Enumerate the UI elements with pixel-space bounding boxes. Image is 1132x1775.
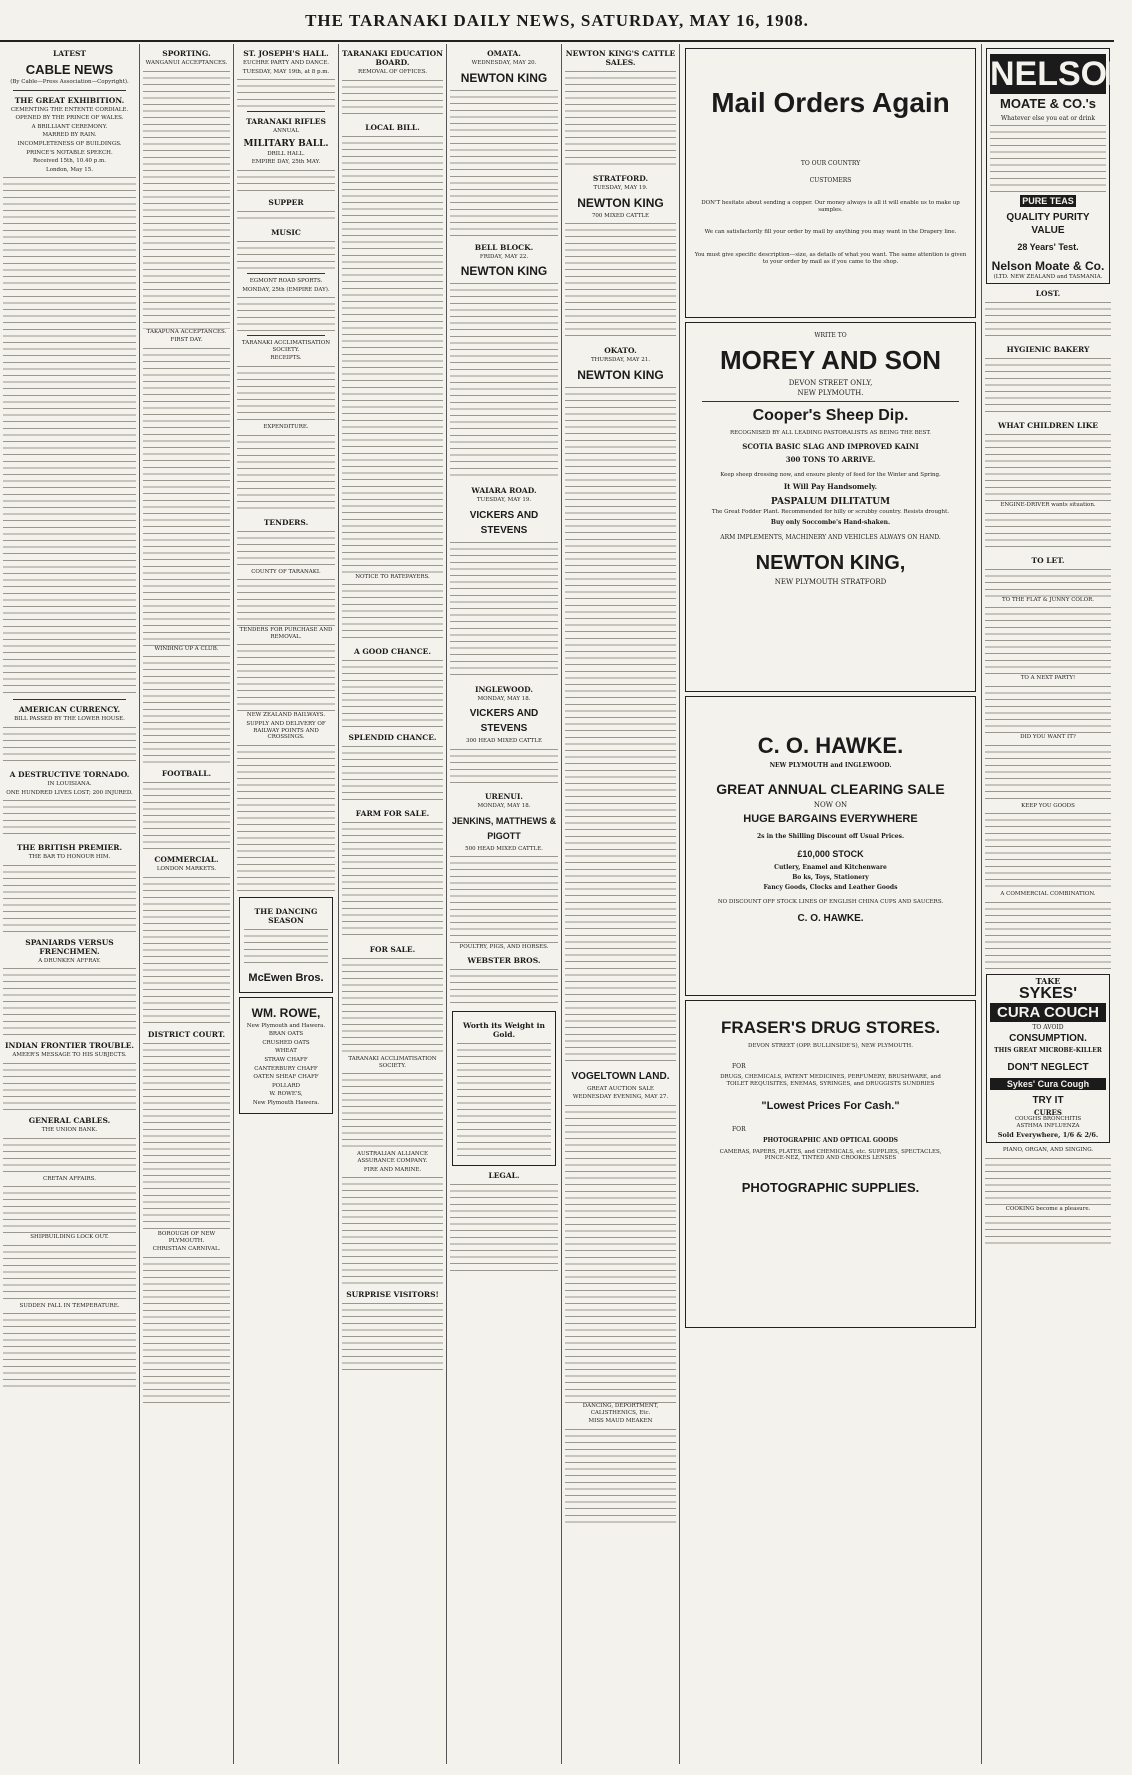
inglewood: INGLEWOOD. [474,684,534,694]
years-test: 28 Years' Test. [1017,241,1079,252]
engine-driver: ENGINE-DRIVER wants situation. [1000,502,1096,509]
military-ball: MILITARY BALL. [243,138,329,149]
cable-news-heading: CABLE NEWS [25,62,114,77]
masthead-title: THE TARANAKI DAILY NEWS, SATURDAY, MAY 16, 1908. [305,11,809,30]
nelson-location: (LTD. NEW ZEALAND and TASMANIA. [993,273,1103,280]
urenui-date: MONDAY, MAY 18. [477,802,531,809]
toys: Bo ks, Toys, Stationery [792,873,869,881]
rowes-sig-sub: New Plymouth Hawera. [252,1100,320,1107]
fancy-goods: Fancy Goods, Clocks and Leather Goods [763,883,898,891]
mixed-cattle-700: 700 MIXED CATTLE [591,212,650,219]
morey-and-son: MOREY AND SON [719,344,942,375]
temperature: SUDDEN FALL IN TEMPERATURE. [19,1302,120,1309]
cable-credit: (By Cable—Press Association—Copyright). [10,79,129,85]
exhibition-sub-5: INCOMPLETENESS OF BUILDINGS. [17,140,122,147]
shipbuilding: SHIPBUILDING LOCK OUT. [30,1234,109,1241]
canterbury-chaff: CANTERBURY CHAFF [254,1065,318,1072]
dancing-season: THE DANCING SEASON [254,906,318,925]
moate-title: MOATE & CO.'s [999,96,1097,111]
column-right-ads [982,44,1132,1764]
bell-block: BELL BLOCK. [474,242,534,252]
cures: CURES [1034,1107,1062,1117]
sykes-ad [986,974,1110,1143]
exhibition-sub-6: PRINCE'S NOTABLE SPEECH. [26,149,113,156]
sheep-dressing: Keep sheep dressing now, and ensure plenty of feed for the Winter and Spring. [720,471,941,478]
coopers-dip: Cooper's Sheep Dip. [752,406,909,424]
basic-slag: SCOTIA BASIC SLAG AND IMPROVED KAINI [742,442,919,452]
received-line: Received 15th, 10.40 p.m. [32,158,107,165]
for-sale: FOR SALE. [369,945,416,955]
dont-neglect: DON'T NEGLECT [1007,1061,1089,1073]
american-heading: AMERICAN CURRENCY. [18,705,121,715]
annual: ANNUAL [273,128,299,135]
local-bill: LOCAL BILL. [365,122,420,132]
egmont-sports: EGMONT ROAD SPORTS. [249,277,323,284]
education-board: TARANAKI EDUCATION BOARD. [342,49,443,67]
cooking: COOKING become a pleasure. [1005,1205,1091,1212]
newton-king-big: NEWTON KING, [755,552,906,575]
waiara-date: TUESDAY, MAY 19. [476,497,532,504]
column-education [339,44,447,1764]
legal: LEGAL. [488,1170,520,1180]
consumption: CONSUMPTION. [1009,1032,1087,1044]
drugs-list: DRUGS, CHEMICALS, PATENT MEDICINES, PERFUMERY, BRUSHWARE, and TOILET REQUISITES, ENEMAS, SYRINGES, and DRUGGISTS SUNDRIES [720,1074,941,1087]
masthead [0,0,1114,42]
commercial-combination: A COMMERCIAL COMBINATION. [1000,891,1096,898]
exhibition-heading: THE GREAT EXHIBITION. [14,95,125,105]
expenditure: EXPENDITURE. [263,423,309,430]
photo-for: FOR [732,1126,746,1134]
lowest-prices: "Lowest Prices For Cash." [761,1100,900,1113]
fire-marine: FIRE AND MARINE. [363,1166,422,1173]
frontier-sub: AMEER'S MESSAGE TO HIS SUBJECTS. [12,1052,127,1059]
tea-notice: TO THE FLAT & JUNNY COLOR. [1002,596,1094,603]
tornado-sub: IN LOUISIANA. [47,780,92,787]
spaniards-sub: A DRUNKEN AFFRAY. [38,957,101,964]
country-label: TO OUR COUNTRY [800,160,861,167]
newton-king-bell-block: NEWTON KING [460,264,548,279]
cretan-affairs: CRETAN AFFAIRS. [43,1175,96,1182]
exhibition-sub-2: OPENED BY THE PRINCE OF WALES. [15,115,124,122]
newton-cattle-sales: NEWTON KING'S CATTLE SALES. [565,49,676,67]
tornado-sub-2: ONE HUNDRED LIVES LOST; 200 INJURED. [6,789,133,796]
sykes-cura-cough: Sykes' Cura Cough [990,1078,1106,1090]
cutlery: Cutlery, Enamel and Kitchenware [774,864,887,872]
whatever-line: Whatever else you eat or drink [1000,115,1096,122]
surprise-visitors: SURPRISE VISITORS! [346,1290,439,1300]
borough: BOROUGH OF NEW PLYMOUTH. [157,1230,216,1244]
morey-location: NEW PLYMOUTH. [797,389,864,398]
stratford: STRATFORD. [592,174,649,183]
mail-orders-ad [685,48,976,318]
exhibition-sub: CEMENTING THE ENTENTE CORDIALE. [10,106,129,113]
removal: REMOVAL OF OFFICES. [357,69,428,75]
fraser-ad [685,1000,976,1328]
farm-for-sale: FARM FOR SALE. [355,809,430,819]
australian-alliance: AUSTRALIAN ALLIANCE ASSURANCE COMPANY. [357,1151,428,1164]
write-to: WRITE TO [814,332,847,339]
dateline: London, May 15. [46,166,93,173]
rowe-title: WM. ROWE, [251,1005,321,1020]
column-cattle-sales [562,44,680,1764]
miss-maud-meaken: MISS MAUD MEAKEN [588,1418,653,1425]
now-on: NOW ON [813,800,848,809]
acclimatisation: TARANAKI ACCLIMATISATION SOCIETY. [241,340,331,353]
egmont-date: MONDAY, 25th (EMPIRE DAY). [242,286,330,293]
vickers-stevens-2: VICKERS AND STEVENS [469,708,539,735]
hawke-title: C. O. HAWKE. [757,733,904,758]
nelson-moate: Nelson Moate & Co. [991,258,1105,273]
splendid-chance: SPLENDID CHANCE. [348,733,437,743]
to-avoid: TO AVOID [1032,1024,1064,1032]
coughs: COUGHS BRONCHITIS [1014,1116,1082,1123]
euchre-date: TUESDAY, MAY 19th, at 8 p.m. [242,68,330,75]
straw-chaff: STRAW CHAFF [264,1057,308,1064]
head-cattle: 500 HEAD MIXED CATTLE. [465,845,543,852]
worth-gold-ad [452,1011,556,1166]
waiara-road: WAIARA ROAD. [471,486,537,496]
discount: 2s in the Shilling Discount off Usual Prices. [756,833,905,841]
rifles: TARANAKI RIFLES [246,117,326,127]
premier-sub: THE BAR TO HONOUR HIM. [28,854,111,861]
christian-carnival: CHRISTIAN CARNIVAL. [152,1246,221,1253]
bell-block-date: FRIDAY, MAY 22. [479,253,529,260]
mcewen-bros: McEwen Bros. [248,971,324,984]
fraser-for: FOR [732,1062,746,1070]
mail-orders-title: Mail Orders Again [711,87,950,118]
quality-purity-value: QUALITY PURITY VALUE [1006,211,1090,236]
tenders-purchase: TENDERS FOR PURCHASE AND REMOVAL. [239,627,333,640]
hawke-ad [685,696,976,996]
photo-sub: CAMERAS, PAPERS, PLATES, and CHEMICALS, etc. SUPPLIES, SPECTACLES, PINCE-NEZ, TINTED AND CROOKES LENSES [719,1148,942,1162]
hawke-signature: C. O. HAWKE. [797,912,864,924]
fraser-address: DEVON STREET (OPP. BULLINSIDE'S), NEW PLYMOUTH. [748,1043,913,1049]
london-markets: LONDON MARKETS. [156,866,217,873]
takapuna: TAKAPUNA ACCEPTANCES. [146,328,227,335]
poultry: POULTRY, PIGS, AND HORSES. [459,944,549,951]
inglewood-date: MONDAY, MAY 18. [477,695,531,702]
premier-heading: THE BRITISH PREMIER. [16,843,123,853]
american-sub: BILL PASSED BY THE LOWER HOUSE. [14,716,125,723]
photographic-supplies: PHOTOGRAPHIC SUPPLIES. [741,1179,920,1195]
omata: OMATA. [487,49,521,58]
bran: BRAN OATS [268,1031,304,1038]
paspalum-text: The Great Fodder Plant. Recommended for hilly or scrubby country. Resists drought. [711,509,950,516]
column-cable-news [0,44,140,1764]
general-cables-heading: GENERAL CABLES. [28,1115,111,1125]
latest-label: LATEST [53,49,86,58]
vickers-stevens: VICKERS AND STEVENS [469,509,539,536]
sold-everywhere: Sold Everywhere, 1/6 & 2/6. [997,1131,1099,1140]
newton-king-omata: NEWTON KING [460,70,548,85]
column-notices [234,44,339,1764]
supper: SUPPER [268,197,304,207]
pure-teas: PURE TEAS [1020,195,1076,207]
tenders: TENDERS. [263,517,309,527]
county: COUNTY OF TARANAKI. [251,568,321,575]
great-auction: GREAT AUCTION SALE [587,1085,654,1092]
fraser-title: FRASER'S DRUG STORES. [720,1018,941,1037]
take-label: TAKE [1035,975,1061,986]
devon-street: DEVON STREET ONLY, [788,378,873,387]
dancing-deportment: DANCING, DEPORTMENT, CALISTHENICS, Etc. [582,1402,659,1416]
dancing-ad [239,897,333,993]
drill-hall: DRILL HALL. [267,150,305,157]
paspalum: PASPALUM DILITATUM [770,496,891,507]
pay-handsomely: It Will Pay Handsomely. [783,482,878,492]
buy-only: Buy only Soccombe's Hand-shaken. [770,518,891,526]
morey-ad [685,322,976,692]
huge-bargains: HUGE BARGAINS EVERYWHERE [743,813,918,826]
receipts: RECEIPTS. [270,355,302,362]
column-sporting [140,44,234,1764]
columns [0,44,1132,1764]
try-it: TRY IT [1032,1094,1064,1106]
spaniards-heading: SPANIARDS VERSUS FRENCHMEN. [25,937,114,956]
acclimatisation-2: TARANAKI ACCLIMATISATION SOCIETY. [348,1056,437,1069]
hygienic-bakery: HYGIENIC BAKERY [1006,345,1090,355]
pollard: POLLARD [271,1082,301,1089]
first-day: FIRST DAY. [170,337,203,344]
jenkins-matthews: JENKINS, MATTHEWS & PIGOTT [451,815,557,841]
railway-supply: SUPPLY AND DELIVERY OF RAILWAY POINTS AND CROSSINGS. [246,720,326,741]
column-auctions [447,44,562,1764]
clearing-sale: GREAT ANNUAL CLEARING SALE [716,780,945,797]
worth-gold: Worth its Weight in Gold. [463,1020,545,1039]
exhibition-sub-4: MARRED BY RAIN. [42,132,97,139]
rowe-sub: New Plymouth and Hawera. [246,1022,326,1029]
stratford-date: TUESDAY, MAY 19. [593,185,648,191]
newton-king-okato: NEWTON KING [577,367,664,382]
nz-railways: NEW ZEALAND RAILWAYS. [246,712,326,719]
nelson-title: NELSON [990,55,1132,93]
hawke-location: NEW PLYMOUTH and INGLEWOOD. [769,762,892,769]
photo-goods: PHOTOGRAPHIC AND OPTICAL GOODS [762,1136,898,1144]
okato-date: THURSDAY, MAY 21. [590,357,651,364]
sykes-name: SYKES' [1018,985,1078,1003]
omata-date: WEDNESDAY, MAY 20. [471,60,537,66]
wheat: WHEAT [275,1048,297,1055]
winding-up: WINDING UP A CLUB. [154,645,219,652]
ratepayers: NOTICE TO RATEPAYERS. [355,573,430,580]
no-discount: NO DISCOUNT OFF STOCK LINES OF ENGLISH CHINA CUPS AND SAUCERS. [717,899,944,906]
district-court-heading: DISTRICT COURT. [147,1029,226,1039]
asthma: ASTHMA INFLUENZA [1016,1122,1080,1129]
request-line: You must give specific description—size, as details of what you want. The same attention is given to your order by mail as if you came to the shop. [694,251,967,265]
football-heading: FOOTBALL. [161,769,212,779]
oaten-chaff: OATEN SHEAF CHAFF [253,1074,319,1081]
nelson-ad [986,48,1132,284]
microbe-killer: THIS GREAT MICROBE-KILLER [994,1046,1102,1054]
did-you-want: DID YOU WANT IT? [1020,733,1076,740]
column-big-ads [680,44,982,1764]
dept-line: We can satisfactorily fill your order by mail by anything you may want in the Drapery line. [704,229,957,236]
keep-you-goods: KEEP YOU GOODS [1021,802,1075,809]
next-party: TO A NEXT PARTY! [1020,675,1076,682]
customers-label: CUSTOMERS [809,176,852,184]
recognised: RECOGNISED BY ALL LEADING PASTORALISTS AS BEING THE BEST. [729,429,932,436]
arrive: 300 TONS TO ARRIVE. [785,454,876,464]
tornado-heading: A DESTRUCTIVE TORNADO. [9,769,130,779]
stock: £10,000 STOCK [797,848,864,859]
what-children-like: WHAT CHILDREN LIKE [998,421,1098,431]
auction-date: WEDNESDAY EVENING, MAY 27. [572,1094,669,1101]
euchre-party: EUCHRE PARTY AND DANCE. [243,60,329,66]
good-chance: A GOOD CHANCE. [353,647,432,657]
crushed-oats: CRUSHED OATS [262,1039,310,1046]
newton-locations: NEW PLYMOUTH STRATFORD [774,578,887,587]
exhibition-sub-3: A BRILLIANT CEREMONY. [31,123,108,130]
piano-organ: PIANO, ORGAN, AND SINGING. [1002,1146,1094,1153]
urenui: URENUI. [484,791,523,801]
to-let: TO LET. [1031,555,1065,565]
implements: ARM IMPLEMENTS, MACHINERY AND VEHICLES ALWAYS ON HAND. [720,533,941,541]
newton-king-stratford: NEWTON KING [577,195,664,210]
lost-notice: LOST. [1035,289,1061,299]
vogeltown-land: VOGELTOWN LAND. [571,1070,670,1082]
st-josephs-hall: ST. JOSEPH'S HALL. [243,49,329,58]
mixed-cattle: 300 HEAD MIXED CATTLE [465,738,543,745]
union-bank: THE UNION BANK. [41,1126,98,1133]
dont-hesitate: DON'T hesitate about sending a copper. Our money always is all it will enable us to make up samples. [701,200,960,213]
music: MUSIC [271,227,301,237]
frontier-heading: INDIAN FRONTIER TROUBLE. [4,1041,135,1051]
okato: OKATO. [604,346,637,356]
cura-couch: CURA COUCH [990,1003,1106,1022]
webster-bros: WEBSTER BROS. [467,955,541,965]
wanganui: WANGANUI ACCEPTANCES. [145,60,228,66]
commercial-heading: COMMERCIAL. [154,855,219,865]
sporting-heading: SPORTING. [162,49,211,58]
rowe-ad [239,997,333,1114]
empire-day: EMPIRE DAY, 25th MAY. [251,159,321,166]
rowes-sig: W. ROWE'S, [269,1091,303,1098]
